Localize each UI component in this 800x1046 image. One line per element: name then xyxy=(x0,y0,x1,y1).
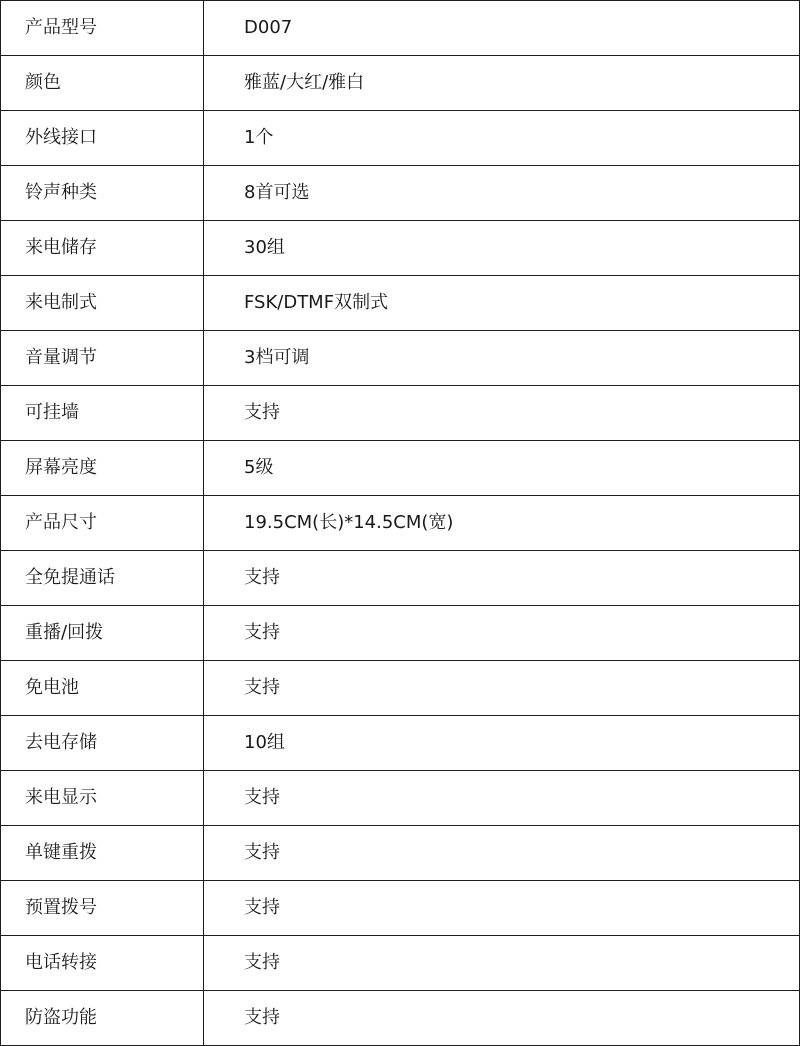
table-row xyxy=(1,496,800,551)
table-row xyxy=(1,551,800,606)
spec-value: D007 xyxy=(204,1,800,56)
table-row xyxy=(1,111,800,166)
spec-label: 产品尺寸 xyxy=(1,496,204,551)
spec-label: 屏幕亮度 xyxy=(1,441,204,496)
table-row xyxy=(1,661,800,716)
table-row xyxy=(1,936,800,991)
spec-value: 1个 xyxy=(204,111,800,166)
spec-value: 支持 xyxy=(204,991,800,1046)
spec-label: 来电显示 xyxy=(1,771,204,826)
spec-value: 30组 xyxy=(204,221,800,276)
table-row xyxy=(1,276,800,331)
spec-value: 19.5CM(长)*14.5CM(宽) xyxy=(204,496,800,551)
spec-label: 颜色 xyxy=(1,56,204,111)
spec-value: 支持 xyxy=(204,661,800,716)
spec-value: 支持 xyxy=(204,771,800,826)
spec-label: 来电储存 xyxy=(1,221,204,276)
spec-value: 支持 xyxy=(204,551,800,606)
table-row xyxy=(1,221,800,276)
spec-label: 预置拨号 xyxy=(1,881,204,936)
spec-label: 音量调节 xyxy=(1,331,204,386)
spec-value: 10组 xyxy=(204,716,800,771)
table-row xyxy=(1,991,800,1046)
table-row xyxy=(1,56,800,111)
spec-value: 支持 xyxy=(204,881,800,936)
spec-value: 8首可选 xyxy=(204,166,800,221)
table-row xyxy=(1,881,800,936)
spec-value: FSK/DTMF双制式 xyxy=(204,276,800,331)
spec-label: 防盗功能 xyxy=(1,991,204,1046)
spec-value: 5级 xyxy=(204,441,800,496)
spec-label: 可挂墙 xyxy=(1,386,204,441)
spec-label: 铃声种类 xyxy=(1,166,204,221)
spec-label: 电话转接 xyxy=(1,936,204,991)
spec-label: 去电存储 xyxy=(1,716,204,771)
table-row xyxy=(1,441,800,496)
table-row xyxy=(1,606,800,661)
spec-label: 免电池 xyxy=(1,661,204,716)
spec-value: 支持 xyxy=(204,936,800,991)
spec-value: 3档可调 xyxy=(204,331,800,386)
table-row xyxy=(1,166,800,221)
spec-value: 支持 xyxy=(204,606,800,661)
table-row xyxy=(1,771,800,826)
spec-label: 单键重拨 xyxy=(1,826,204,881)
spec-table-body xyxy=(1,1,800,1046)
spec-label: 来电制式 xyxy=(1,276,204,331)
table-row xyxy=(1,1,800,56)
table-row xyxy=(1,386,800,441)
spec-label: 外线接口 xyxy=(1,111,204,166)
table-row xyxy=(1,826,800,881)
table-row xyxy=(1,331,800,386)
spec-value: 雅蓝/大红/雅白 xyxy=(204,56,800,111)
spec-value: 支持 xyxy=(204,826,800,881)
spec-value: 支持 xyxy=(204,386,800,441)
table-row xyxy=(1,716,800,771)
spec-label: 重播/回拨 xyxy=(1,606,204,661)
spec-label: 全免提通话 xyxy=(1,551,204,606)
spec-label: 产品型号 xyxy=(1,1,204,56)
